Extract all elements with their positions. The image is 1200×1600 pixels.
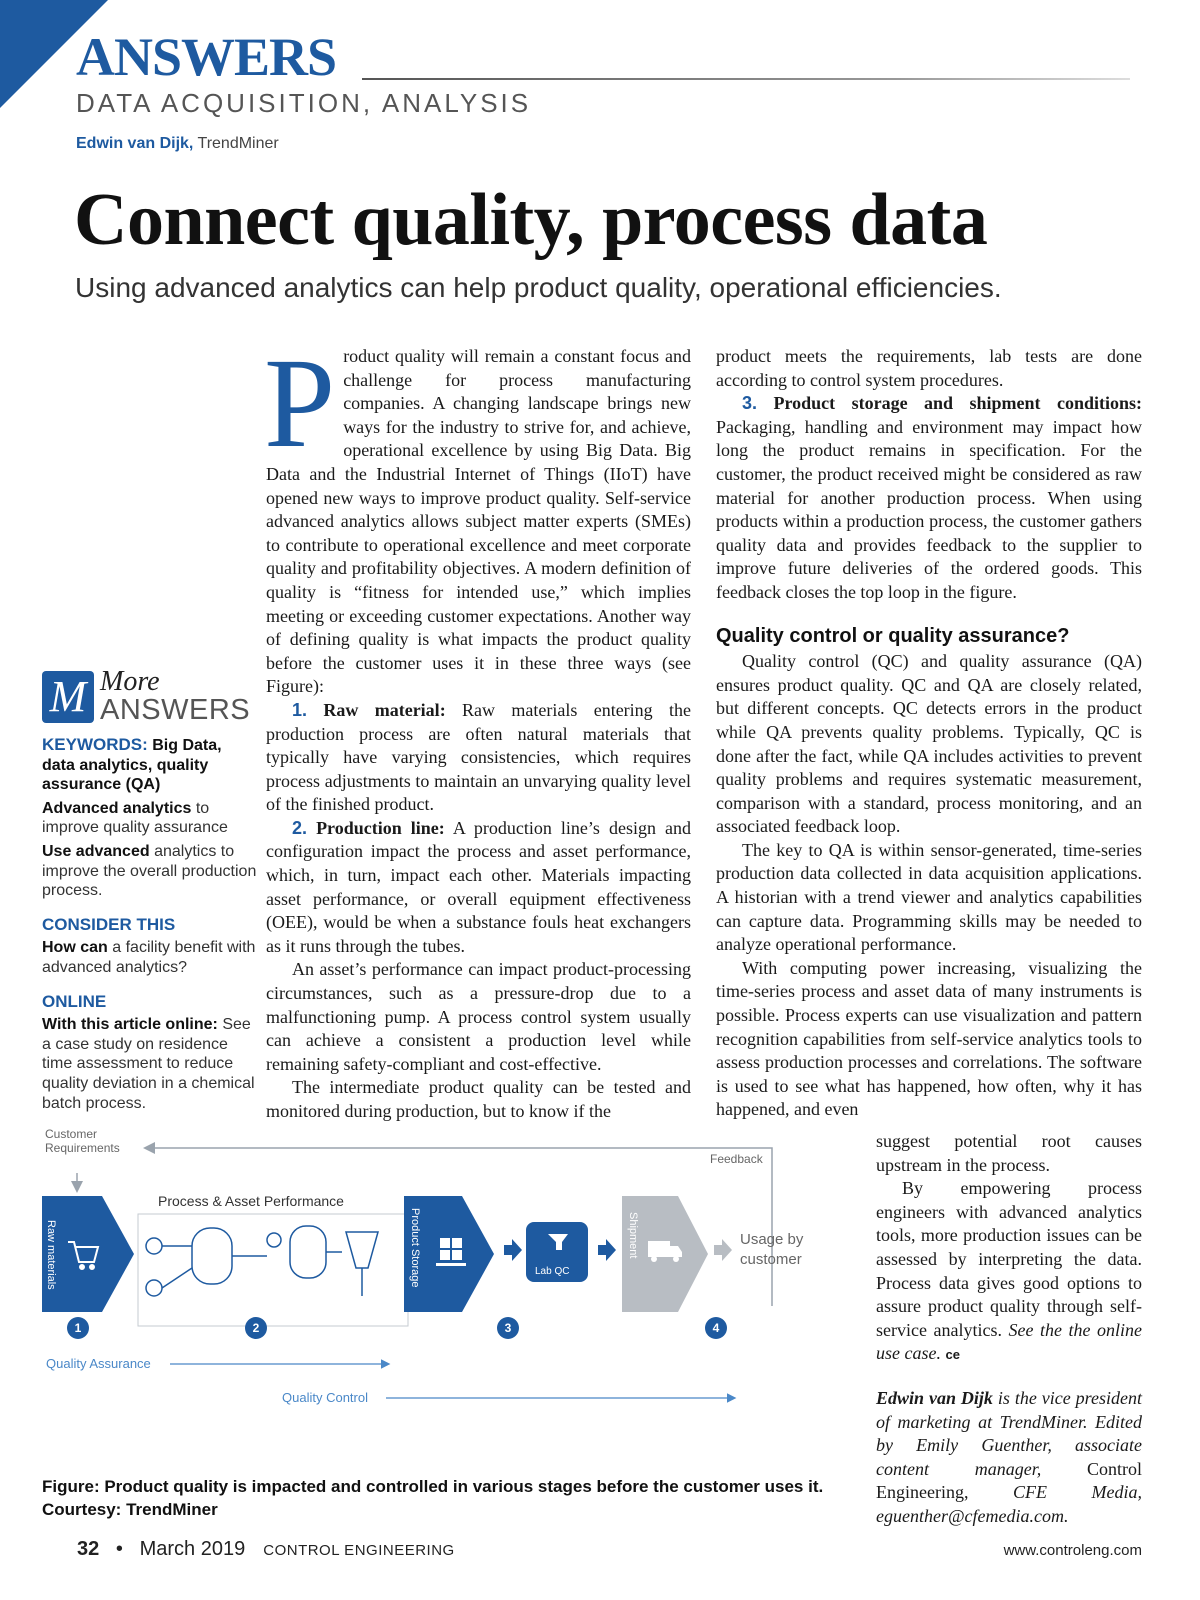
body-paragraph: product meets the requirements, lab tests are done according to control system procedures. <box>716 346 1142 390</box>
body-paragraph: Quality control (QC) and quality assurance (QA) ensures product quality. QC and QA are closely related, but different concepts. QC detects errors in the product while QA prevents quality problems. Typically, QC is done after the fact, while QA includes activities to prevent quality problems and requires systematic measurement, comparison with a standard, process monitoring, and an associated feedback loop. <box>716 651 1142 837</box>
author-email[interactable]: eguenther@cfemedia.com. <box>876 1505 1069 1526</box>
step-marker-1 <box>67 1317 89 1339</box>
usage-line1: Usage by <box>740 1231 804 1248</box>
article-column-3 <box>876 1130 1142 1529</box>
body-paragraph: suggest potential root causes upstream in the process. <box>876 1131 1142 1175</box>
keywords <box>42 735 257 795</box>
author-company: TrendMiner <box>197 135 279 152</box>
customer-req-line1: Customer <box>45 1128 98 1141</box>
end-mark: ce <box>945 1347 960 1363</box>
keywords-text: Big Data, data analytics, quality assurance (QA) <box>42 737 222 794</box>
product-storage-label: Product Storage <box>409 1208 421 1288</box>
keywords-label: KEYWORDS: <box>42 735 148 754</box>
quality-control-label: Quality Control <box>282 1390 368 1405</box>
online-heading: ONLINE <box>42 991 107 1011</box>
bullet-use-advanced: Use advanced analytics to improve the overall production process. <box>42 842 257 900</box>
page-footer <box>77 1538 455 1561</box>
section-title: ANSWERS <box>76 27 337 87</box>
more-answers-logo <box>42 668 257 725</box>
magazine-name: CONTROL ENGINEERING <box>263 1542 455 1559</box>
page-number: 32 <box>77 1538 100 1560</box>
svg-text:2: 2 <box>252 1321 260 1335</box>
figure-caption: Figure: Product quality is impacted and controlled in various stages before the customer uses it. Courtesy: TrendMiner <box>42 1477 824 1519</box>
intro-paragraph: Product quality will remain a constant focus and challenge for process manufacturing companies. A changing landscape brings new ways for the industry to strive for, and achieve, operational excellence by using Big Data. Big Data and the Industrial Internet of Things (IIoT) have opened new ways to improve product quality. Self-service advanced analytics allows subject matter experts (SMEs) to contribute to operational excellence and meet corporate quality and profitability objectives. A modern definition of quality is “fitness for intended use,” which implies meeting or exceeding customer expectations. Another way of defining quality is what impacts the product quality before the customer uses it in these three ways (see Figure): <box>264 332 691 697</box>
arrow-icon <box>714 1239 732 1261</box>
arrow-icon <box>598 1239 616 1261</box>
process-box <box>138 1214 408 1326</box>
customer-req-line2: Requirements <box>45 1141 120 1155</box>
logo-answers: ANSWERS <box>100 694 251 726</box>
item-production-line: 2. Production line: A production line’s design and configuration impact the process and asset performance, which, in turn, impact each other. Materials impacting asset performance, or overall equipment effectiveness (OEE), would be when a substance fouls heat exchangers as it runs through the tubes. <box>266 817 691 956</box>
more-answers-sidebar <box>42 668 257 1113</box>
lab-qc-label: Lab QC <box>535 1266 570 1277</box>
body-paragraph: The key to QA is within sensor-generated, time-series production data collected in data acquisition applications. A historian with a trend viewer and analytics capabilities can capture data. Programming skills may be needed to analyze operational performance. <box>716 839 1142 955</box>
body-paragraph: By empowering process engineers with advanced analytics tools, more production issues can be assessed by interpreting the data. Process data gives good options to assure product quality through self-service analytics. See the the online use case. ce <box>876 1178 1143 1364</box>
process-equipment-icon <box>146 1226 378 1296</box>
body-paragraph: With computing power increasing, visualizing the time-series process and asset data of many instruments is possible. Process experts can use visualization and pattern recognition capabilities from self-service analytics tools to assess production processes and correlations. The software is used to see what has happened, how often, why it has happened, and even <box>716 957 1142 1120</box>
section-rule <box>362 78 1130 80</box>
footer-bullet: • <box>115 1538 123 1560</box>
svg-text:1: 1 <box>74 1321 82 1335</box>
quality-figure <box>42 1128 842 1460</box>
feedback-label: Feedback <box>710 1152 763 1166</box>
byline <box>76 135 279 153</box>
subhead-qc-qa: Quality control or quality assurance? <box>716 624 1070 647</box>
deck: Using advanced analytics can help product quality, operational efficiencies. <box>75 272 1002 303</box>
article-column-2 <box>716 345 1142 1122</box>
bullet-advanced-analytics: Advanced analytics to improve quality assurance <box>42 799 228 837</box>
body-paragraph: The intermediate product quality can be tested and monitored during production, but to know if the <box>266 1077 691 1121</box>
headline: Connect quality, process data <box>74 179 988 261</box>
consider-this-heading: CONSIDER THIS <box>42 914 176 934</box>
body-paragraph: An asset’s performance can impact product-processing circumstances, such as a pressure-drop due to a malfunctioning pump. A process control system usually can achieve a consistent a production level while remaining safety-compliant and cost-effective. <box>266 959 691 1074</box>
svg-text:3: 3 <box>504 1321 512 1335</box>
author-bio: Edwin van Dijk is the vice president of marketing at TrendMiner. Edited by Emily Guenther, associate content manager, Control Engineering, CFE Media, eguenther@cfemedia.com. <box>876 1387 1142 1526</box>
footer-url[interactable]: www.controleng.com <box>1003 1542 1142 1559</box>
item-storage-shipment: 3. Product storage and shipment conditions: Packaging, handling and environment may impact how long the product remains in specification. For the customer, the product received might be considered as raw material for another production process. When using products within a production process, the customer gathers quality data and provides feedback to the supplier to improve future deliveries of the ordered goods. This feedback closes the top loop in the figure. <box>716 393 1143 602</box>
author-name: Edwin van Dijk, <box>76 135 194 152</box>
drop-cap: P <box>264 332 336 474</box>
shipment-label: Shipment <box>627 1212 639 1259</box>
step-marker-2 <box>245 1317 267 1339</box>
consider-this-text: How can a facility benefit with advanced analytics? <box>42 939 256 976</box>
usage-line2: customer <box>740 1251 802 1268</box>
m-logo-icon: M <box>42 671 94 723</box>
issue-date: March 2019 <box>139 1538 246 1560</box>
process-asset-label: Process & Asset Performance <box>158 1193 344 1209</box>
raw-materials-label: Raw materials <box>45 1220 57 1290</box>
online-text[interactable]: With this article online: See a case study on residence time assessment to reduce quality deviation in a chemical batch process. <box>42 1016 255 1112</box>
svg-text:4: 4 <box>712 1321 720 1335</box>
item-raw-material: 1. Raw material: Raw materials entering the production process are often natural materials that typically have varying consistencies, which requires process adjustments to maintain an unvarying quality level of the finished product. <box>266 699 692 815</box>
step-marker-3 <box>497 1317 519 1339</box>
article-column-1 <box>264 332 692 1124</box>
section-subtitle: DATA ACQUISITION, ANALYSIS <box>76 88 532 118</box>
arrow-icon <box>504 1239 522 1261</box>
logo-more: More <box>100 666 160 697</box>
step-marker-4 <box>705 1317 727 1339</box>
quality-assurance-label: Quality Assurance <box>46 1356 151 1371</box>
